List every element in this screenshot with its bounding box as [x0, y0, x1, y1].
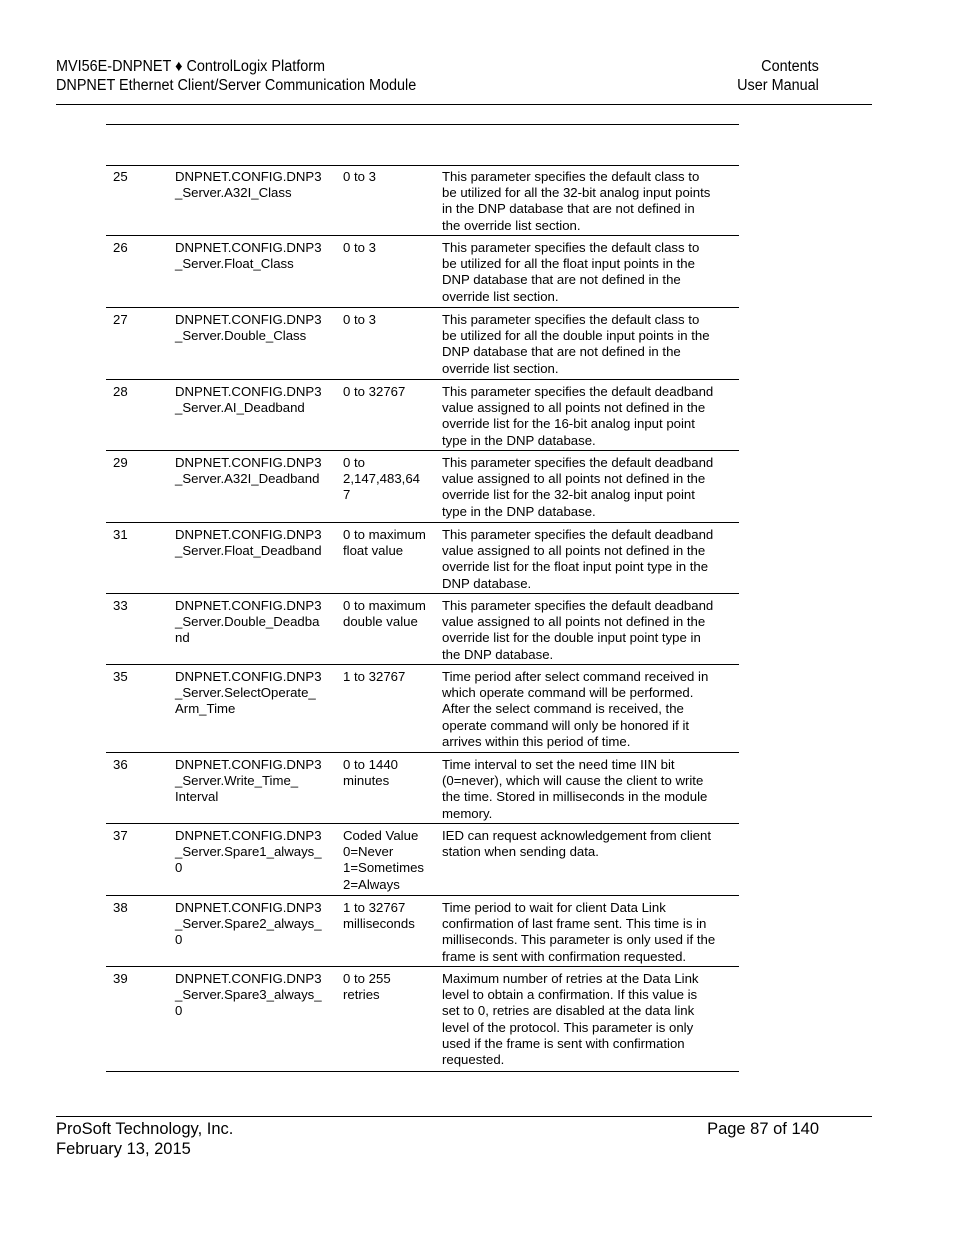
table-row — [106, 594, 739, 665]
description-line: override list for the 32-bit analog input point — [442, 487, 695, 503]
table-header-rule — [106, 124, 739, 125]
range-line: 7 — [343, 487, 351, 503]
range-line: 1=Sometimes — [343, 860, 424, 876]
table-row — [106, 824, 739, 896]
range-line: 0 to 3 — [343, 240, 376, 255]
description-line: be utilized for all the float input points in the — [442, 256, 695, 272]
header-product-line: MVI56E-DNPNET ♦ ControlLogix Platform — [56, 58, 326, 75]
header-section-name: Contents — [761, 58, 819, 75]
footer-company: ProSoft Technology, Inc. — [56, 1120, 234, 1138]
page-footer-left — [56, 1119, 233, 1159]
table-row — [106, 451, 739, 523]
description-line: value assigned to all points not defined in the — [442, 614, 706, 630]
description-line: DNP database that are not defined in the — [442, 344, 681, 360]
description-line: used if the frame is sent with confirmation — [442, 1035, 685, 1051]
description-line: memory. — [442, 805, 493, 821]
description-line: override list section. — [442, 360, 559, 376]
parameter-description — [442, 971, 738, 1068]
parameter-number: 36 — [113, 757, 128, 772]
tag-line: _Server.Write_Time_ — [175, 773, 299, 789]
tag-line: _Server.Spare2_always_ — [175, 916, 322, 932]
description-line: requested. — [442, 1052, 505, 1068]
parameter-description — [442, 455, 738, 520]
table-row — [106, 896, 739, 967]
parameter-number: 27 — [113, 312, 128, 327]
table-row — [106, 523, 739, 594]
description-line: IED can request acknowledgement from client — [442, 828, 712, 843]
parameter-number: 39 — [113, 971, 128, 986]
footer-rule — [56, 1116, 872, 1117]
parameter-description — [442, 240, 738, 305]
parameter-tag-name — [175, 669, 338, 718]
range-line: 1 to 32767 — [343, 669, 406, 684]
parameter-table — [106, 165, 739, 1072]
description-line: value assigned to all points not defined in the — [442, 471, 706, 487]
tag-line: 0 — [175, 860, 183, 876]
range-line: 2=Always — [343, 876, 400, 892]
tag-line: _Server.Double_Class — [175, 328, 307, 344]
description-line: This parameter specifies the default deadband — [442, 384, 714, 399]
parameter-tag-name — [175, 240, 338, 272]
description-line: be utilized for all the double input points in the — [442, 328, 710, 344]
range-line: 0 to — [343, 455, 365, 470]
tag-line: _Server.A32I_Class — [175, 185, 292, 201]
range-line: 0 to maximum — [343, 527, 426, 542]
header-module-name: DNPNET Ethernet Client/Server Communication Module — [56, 77, 417, 94]
footer-date: February 13, 2015 — [56, 1140, 191, 1158]
description-line: (0=never), which will cause the client to write — [442, 773, 704, 789]
range-line: milliseconds — [343, 916, 415, 932]
tag-line: DNPNET.CONFIG.DNP3 — [175, 240, 322, 255]
parameter-range — [343, 598, 439, 630]
description-line: level of the protocol. This parameter is only — [442, 1019, 694, 1035]
parameter-tag-name — [175, 971, 338, 1020]
parameter-range — [343, 900, 439, 932]
parameter-tag-name — [175, 312, 338, 344]
parameter-number: 26 — [113, 240, 128, 255]
tag-line: DNPNET.CONFIG.DNP3 — [175, 598, 322, 613]
description-line: Time period after select command received in — [442, 669, 709, 684]
range-line: 0 to 32767 — [343, 384, 406, 399]
description-line: This parameter specifies the default class to — [442, 312, 700, 327]
description-line: frame is sent with confirmation requested. — [442, 948, 687, 964]
parameter-number: 37 — [113, 828, 128, 843]
description-line: type in the DNP database. — [442, 503, 596, 519]
description-line: This parameter specifies the default deadband — [442, 598, 714, 613]
header-document-type: User Manual — [737, 77, 819, 94]
page-header-left — [56, 57, 416, 95]
parameter-range — [343, 828, 439, 893]
description-line: operate command will only be honored if it — [442, 717, 690, 733]
parameter-range — [343, 240, 439, 256]
parameter-number: 38 — [113, 900, 128, 915]
description-line: be utilized for all the 32-bit analog input points — [442, 185, 711, 201]
tag-line: DNPNET.CONFIG.DNP3 — [175, 828, 322, 843]
range-line: retries — [343, 987, 380, 1003]
parameter-number: 29 — [113, 455, 128, 470]
description-line: in the DNP database that are not defined in — [442, 201, 695, 217]
description-line: arrives within this period of time. — [442, 733, 631, 749]
parameter-tag-name — [175, 900, 338, 949]
parameter-range — [343, 527, 439, 559]
parameter-tag-name — [175, 527, 338, 559]
description-line: confirmation of last frame sent. This time is in — [442, 916, 707, 932]
range-line: 0 to 3 — [343, 312, 376, 327]
description-line: Maximum number of retries at the Data Link — [442, 971, 699, 986]
table-row — [106, 967, 739, 1072]
description-line: After the select command is received, the — [442, 701, 684, 717]
description-line: override list section. — [442, 288, 559, 304]
header-rule — [56, 104, 872, 105]
tag-line: nd — [175, 630, 190, 646]
table-row — [106, 165, 739, 236]
parameter-range — [343, 384, 439, 400]
description-line: This parameter specifies the default deadband — [442, 455, 714, 470]
parameter-tag-name — [175, 384, 338, 416]
description-line: milliseconds. This parameter is only used if the — [442, 932, 716, 948]
description-line: value assigned to all points not defined in the — [442, 400, 706, 416]
table-row — [106, 236, 739, 308]
parameter-description — [442, 312, 738, 377]
parameter-range — [343, 971, 439, 1003]
table-row — [106, 753, 739, 824]
description-line: set to 0, retries are disabled at the data link — [442, 1003, 695, 1019]
parameter-range — [343, 455, 439, 504]
tag-line: _Server.Spare1_always_ — [175, 844, 322, 860]
description-line: This parameter specifies the default deadband — [442, 527, 714, 542]
parameter-number: 25 — [113, 169, 128, 184]
description-line: station when sending data. — [442, 844, 599, 860]
tag-line: _Server.SelectOperate_ — [175, 685, 316, 701]
tag-line: _Server.AI_Deadband — [175, 400, 305, 416]
tag-line: _Server.Double_Deadba — [175, 614, 320, 630]
parameter-tag-name — [175, 598, 338, 647]
description-line: This parameter specifies the default class to — [442, 169, 700, 184]
parameter-tag-name — [175, 828, 338, 877]
tag-line: DNPNET.CONFIG.DNP3 — [175, 312, 322, 327]
tag-line: DNPNET.CONFIG.DNP3 — [175, 669, 322, 684]
tag-line: DNPNET.CONFIG.DNP3 — [175, 971, 322, 986]
tag-line: DNPNET.CONFIG.DNP3 — [175, 169, 322, 184]
description-line: Time period to wait for client Data Link — [442, 900, 666, 915]
parameter-range — [343, 312, 439, 328]
table-row — [106, 665, 739, 753]
tag-line: Interval — [175, 789, 219, 805]
description-line: DNP database that are not defined in the — [442, 272, 681, 288]
description-line: the DNP database. — [442, 646, 554, 662]
tag-line: DNPNET.CONFIG.DNP3 — [175, 900, 322, 915]
range-line: double value — [343, 614, 418, 630]
range-line: minutes — [343, 773, 390, 789]
parameter-number: 33 — [113, 598, 128, 613]
description-line: override list for the 16-bit analog input point — [442, 416, 695, 432]
parameter-tag-name — [175, 757, 338, 806]
tag-line: _Server.Float_Deadband — [175, 543, 322, 559]
table-row — [106, 308, 739, 380]
parameter-description — [442, 828, 738, 860]
parameter-description — [442, 527, 738, 592]
range-line: 0 to 3 — [343, 169, 376, 184]
tag-line: DNPNET.CONFIG.DNP3 — [175, 757, 322, 772]
parameter-number: 31 — [113, 527, 128, 542]
parameter-description — [442, 900, 738, 965]
tag-line: DNPNET.CONFIG.DNP3 — [175, 384, 322, 399]
range-line: 0=Never — [343, 844, 394, 860]
parameter-number: 28 — [113, 384, 128, 399]
description-line: the time. Stored in milliseconds in the module — [442, 789, 708, 805]
parameter-range — [343, 757, 439, 789]
range-line: 0 to maximum — [343, 598, 426, 613]
description-line: the override list section. — [442, 217, 581, 233]
description-line: override list for the double input point type in — [442, 630, 701, 646]
tag-line: _Server.Float_Class — [175, 256, 294, 272]
description-line: Time interval to set the need time IIN bit — [442, 757, 675, 772]
range-line: 0 to 255 — [343, 971, 391, 986]
parameter-description — [442, 384, 738, 449]
table-row — [106, 380, 739, 451]
parameter-range — [343, 669, 439, 685]
parameter-range — [343, 169, 439, 185]
tag-line: Arm_Time — [175, 701, 236, 717]
tag-line: 0 — [175, 932, 183, 948]
parameter-description — [442, 598, 738, 663]
tag-line: 0 — [175, 1003, 183, 1019]
tag-line: DNPNET.CONFIG.DNP3 — [175, 527, 322, 542]
description-line: which operate command will be performed. — [442, 685, 694, 701]
range-line: 0 to 1440 — [343, 757, 398, 772]
range-line: float value — [343, 543, 404, 559]
range-line: Coded Value — [343, 828, 419, 843]
parameter-description — [442, 757, 738, 822]
description-line: This parameter specifies the default class to — [442, 240, 700, 255]
tag-line: DNPNET.CONFIG.DNP3 — [175, 455, 322, 470]
footer-page-number: Page 87 of 140 — [707, 1120, 819, 1138]
page-footer-right — [707, 1119, 819, 1139]
tag-line: _Server.A32I_Deadband — [175, 471, 320, 487]
description-line: type in the DNP database. — [442, 432, 596, 448]
parameter-tag-name — [175, 455, 338, 487]
parameter-description — [442, 169, 738, 234]
range-line: 2,147,483,64 — [343, 471, 421, 487]
tag-line: _Server.Spare3_always_ — [175, 987, 322, 1003]
description-line: level to obtain a confirmation. If this value is — [442, 987, 698, 1003]
parameter-tag-name — [175, 169, 338, 201]
description-line: value assigned to all points not defined in the — [442, 543, 706, 559]
parameter-description — [442, 669, 738, 750]
description-line: DNP database. — [442, 575, 532, 591]
range-line: 1 to 32767 — [343, 900, 406, 915]
parameter-number: 35 — [113, 669, 128, 684]
page-header-right — [737, 57, 819, 95]
description-line: override list for the float input point type in the — [442, 559, 709, 575]
